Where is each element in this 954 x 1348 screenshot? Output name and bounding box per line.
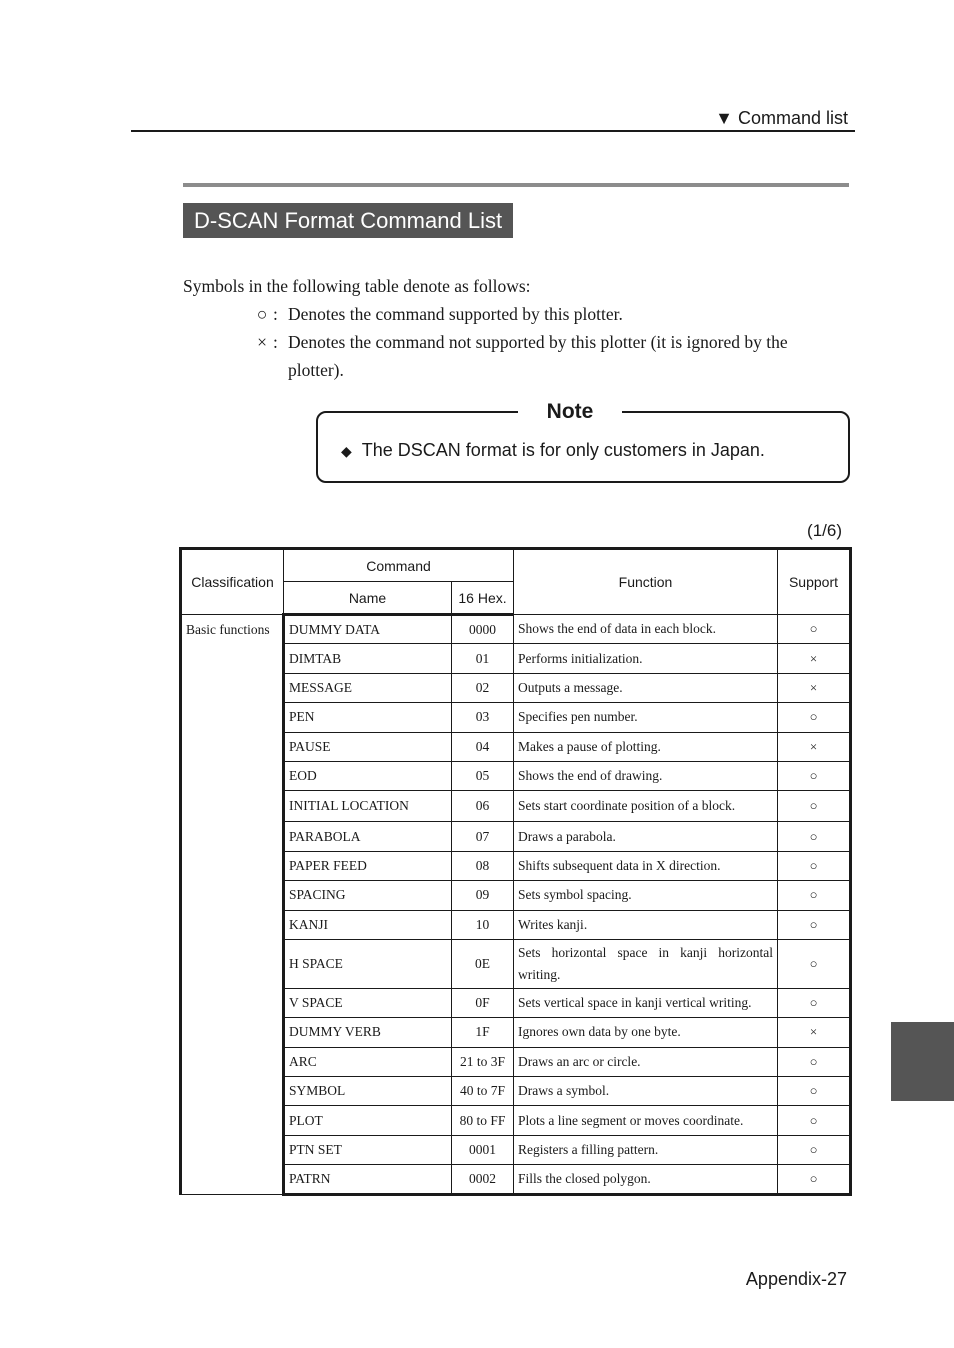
function-cell: Draws an arc or circle. [514,1047,778,1076]
support-cell [778,615,851,644]
support-cell [778,1165,851,1194]
circle-icon: ○ [809,995,818,1011]
table-row [181,615,851,644]
hex-code-cell: 08 [452,851,514,880]
support-cell [778,822,851,851]
legend-colon: : [273,332,278,352]
hex-code-cell: 09 [452,881,514,910]
hex-code-cell: 0002 [452,1165,514,1194]
command-name-cell: PAUSE [284,732,452,761]
command-name-cell: V SPACE [284,988,452,1017]
hex-code-cell: 40 to 7F [452,1077,514,1106]
circle-icon: ○ [809,1170,818,1186]
cross-icon: × [809,738,818,754]
command-name-cell: PAPER FEED [284,851,452,880]
command-name-cell: MESSAGE [284,673,452,702]
header-command: Command [284,549,514,582]
command-name-cell: DUMMY VERB [284,1018,452,1047]
function-cell: Sets vertical space in kanji vertical writing. [514,988,778,1017]
section-title: D-SCAN Format Command List [183,203,513,238]
header-rule [131,130,855,132]
support-cell [778,673,851,702]
support-cell [778,910,851,939]
circle-icon: ○ [809,798,818,814]
function-cell: Specifies pen number. [514,703,778,732]
hex-code-cell: 04 [452,732,514,761]
cross-icon: × [809,679,818,695]
command-name-cell: INITIAL LOCATION [284,791,452,822]
function-cell: Writes kanji. [514,910,778,939]
hex-code-cell: 0000 [452,615,514,644]
cross-icon: × [809,650,818,666]
command-name-cell: KANJI [284,910,452,939]
function-cell: Makes a pause of plotting. [514,732,778,761]
command-name-cell: EOD [284,761,452,790]
intro-text: Symbols in the following table denote as follows: [183,276,531,296]
support-cell [778,703,851,732]
hex-code-cell: 02 [452,673,514,702]
diamond-bullet-icon: ◆ [341,443,352,459]
support-cell [778,939,851,988]
command-name-cell: DUMMY DATA [284,615,452,644]
cross-icon: × [809,1024,818,1040]
function-cell: Shifts subsequent data in X direction. [514,851,778,880]
hex-code-cell: 80 to FF [452,1106,514,1135]
command-table-body [181,615,851,1195]
function-cell: Draws a symbol. [514,1077,778,1106]
command-name-cell: SPACING [284,881,452,910]
support-cell [778,881,851,910]
support-cell [778,1106,851,1135]
side-tab [891,1022,954,1101]
function-cell: Performs initialization. [514,644,778,673]
circle-icon: ○ [809,887,818,903]
hex-code-cell: 10 [452,910,514,939]
page-footer: Appendix-27 [745,1269,847,1289]
function-cell: Outputs a message. [514,673,778,702]
function-cell: Shows the end of drawing. [514,761,778,790]
function-cell: Sets start coordinate position of a block. [514,791,778,822]
note-item [341,438,765,463]
hex-code-cell: 06 [452,791,514,822]
note-title: Note [518,398,622,426]
hex-code-cell: 21 to 3F [452,1047,514,1076]
function-cell: Shows the end of data in each block. [514,615,778,644]
function-cell: Registers a filling pattern. [514,1135,778,1164]
command-name-cell: PEN [284,703,452,732]
circle-icon: ○ [809,621,818,637]
legend-text: Denotes the command not supported by this plotter (it is ignored by the plotter). [288,332,788,380]
header-function: Function [514,549,778,615]
circle-icon: ○ [809,1112,818,1128]
circle-icon: ○ [809,1083,818,1099]
support-cell [778,988,851,1017]
circle-icon: ○ [809,709,818,725]
support-cell [778,1047,851,1076]
command-name-cell: PATRN [284,1165,452,1194]
function-cell: Sets symbol spacing. [514,881,778,910]
circle-icon: ○ [809,1053,818,1069]
header-section-label: Command list [737,108,848,128]
legend-colon: : [273,304,278,324]
circle-icon: ○ [809,768,818,784]
support-cell [778,1018,851,1047]
command-name-cell: PLOT [284,1106,452,1135]
command-table [179,547,852,1196]
cross-icon: × [257,332,267,352]
support-cell [778,732,851,761]
support-cell [778,1135,851,1164]
circle-icon: ○ [809,916,818,932]
function-cell: Plots a line segment or moves coordinate. [514,1106,778,1135]
header-classification: Classification [181,549,284,615]
hex-code-cell: 0E [452,939,514,988]
running-header [715,108,848,129]
hex-code-cell: 03 [452,703,514,732]
circle-icon: ○ [256,304,268,324]
command-name-cell: PTN SET [284,1135,452,1164]
command-name-cell: PARABOLA [284,822,452,851]
circle-icon: ○ [809,1142,818,1158]
hex-code-cell: 01 [452,644,514,673]
hex-code-cell: 07 [452,822,514,851]
function-cell: Ignores own data by one byte. [514,1018,778,1047]
triangle-down-icon: ▼ [715,108,733,128]
command-name-cell: ARC [284,1047,452,1076]
function-cell: Draws a parabola. [514,822,778,851]
command-name-cell: SYMBOL [284,1077,452,1106]
header-name: Name [284,582,452,615]
hex-code-cell: 0001 [452,1135,514,1164]
note-text: The DSCAN format is for only customers in Japan. [361,440,765,460]
hex-code-cell: 0F [452,988,514,1017]
circle-icon: ○ [809,955,818,971]
support-cell [778,791,851,822]
classification-cell: Basic functions [181,615,284,1195]
legend-text: Denotes the command supported by this plotter. [288,304,623,324]
support-cell [778,644,851,673]
command-name-cell: DIMTAB [284,644,452,673]
support-cell [778,1077,851,1106]
page-counter: (1/6) [807,521,842,540]
circle-icon: ○ [809,857,818,873]
circle-icon: ○ [809,828,818,844]
hex-code-cell: 1F [452,1018,514,1047]
hex-code-cell: 05 [452,761,514,790]
support-cell [778,851,851,880]
command-name-cell: H SPACE [284,939,452,988]
header-support: Support [778,549,851,615]
function-cell: Fills the closed polygon. [514,1165,778,1194]
function-cell: Sets horizontal space in kanji horizontal writing. [514,939,778,988]
support-cell [778,761,851,790]
header-hex: 16 Hex. [452,582,514,615]
title-rule [183,183,849,187]
